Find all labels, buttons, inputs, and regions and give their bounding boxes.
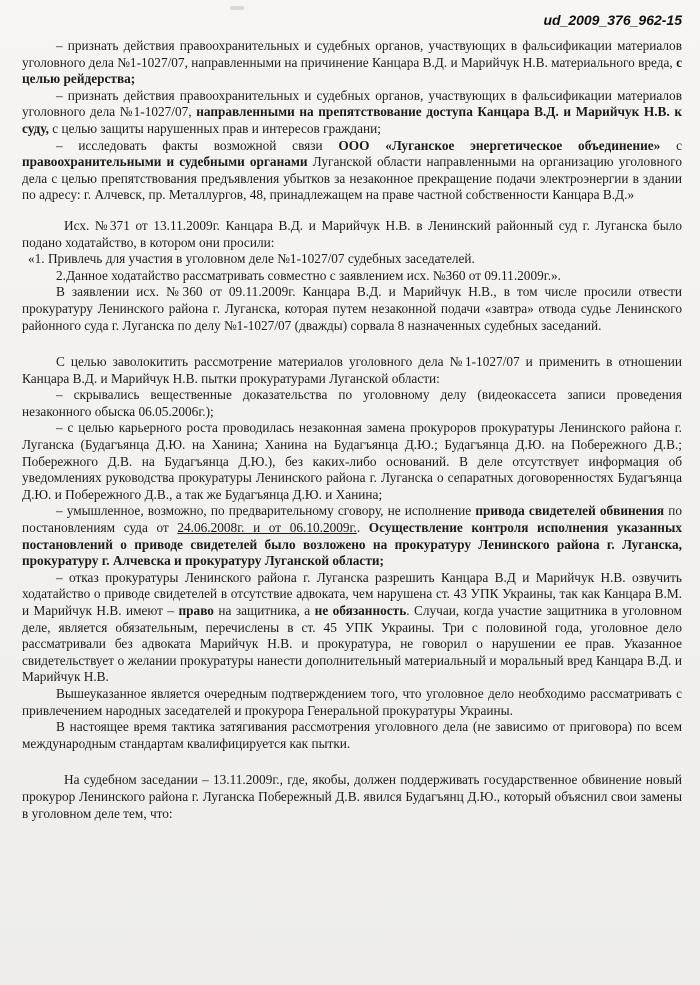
text: . [356,520,369,536]
paragraph: С целью заволокитить рассмотрение материалов уголовного дела №1-1027/07 и применить в отношении Канцара В.Д. и Марийчук Н.В. пытки прокуратурами Луганской области: [22,354,682,386]
text: на защитника, а [213,603,315,618]
paragraph: В заявлении исх. №360 от 09.11.2009г. Канцара В.Д. и Марийчук Н.В., в том числе просили отвести прокуратуру Ленинского района г. Луганска, которая путем незаконной подачи «завтра» отвода судье Ленинского районного суда г. Луганска по делу №1-1027/07 (дважды) сорвала 8 назначенных судебных заседаний. [22,284,682,333]
scan-artifact [230,6,244,10]
text: – отказ прокуратуры Ленинского района г. Луганска разрешить Канцара В.Д и Марийчук Н.В. озвучить ходатайство о приводе свидетелей в отсутствие адвоката, чем нарушена ст. 43 УПК Украины, так как Канцара В.М. и Марийчук Н.В. имеют – [22,569,682,618]
text: с [660,137,682,153]
bold-text: право [178,603,214,618]
document-body [22,38,682,822]
underlined-text: 24.06.2008г. и от 06.10.2009г. [177,520,357,536]
paragraph [22,138,682,204]
paragraph [22,503,682,569]
text: по постановлениям суда от [22,503,682,536]
bold-text: с целью рейдерства; [22,54,682,87]
text: – признать действия правоохранительных и судебных органов, участвующих в фальсификации материалов уголовного дела №1-1027/07, [22,87,682,120]
text: с целью защиты нарушенных прав и интересов граждани; [48,120,381,136]
paragraph [22,88,682,138]
bold-text: направленными на препятствование доступа Канцара В.Д. и Марийчук Н.В. к суду, [22,104,682,136]
paragraph: В настоящее время тактика затягивания рассмотрения уголовного дела (не зависимо от приговора) по всем международным стандартам квалифицируется как пытки. [22,719,682,751]
paragraph: – с целью карьерного роста проводилась незаконная замена прокуроров прокуратуры Ленинского района г. Луганска (Будагъянца Д.Ю. на Ханина; Ханина на Будагъянца Д.Ю.; Будагъянца Д.Ю. на Побережного Д.В.; Побережного Д.В. на Будагъянца Д.Ю.), без каких-либо оснований. В деле отсутствует информация об уведомлениях руководства прокуратуры Ленинского района г. Луганска о сепаратных договоренностях Будагъянца Д.Ю. и Побережного Д.В., а так же Будагъянца Д.Ю. и Ханина; [22,420,682,502]
bold-text: ООО «Луганское энергетическое объединение» [338,137,661,153]
paragraph: Вышеуказанное является очередным подтверждением того, что уголовное дело необходимо рассматривать с привлечением народных заседателей и прокурора Генеральной прокуратуры Украины. [22,685,682,718]
document-id: ud_2009_376_962-15 [543,12,682,28]
text: – исследовать факты возможной связи [56,137,339,153]
text: – признать действия правоохранительных и судебных органов, участвующих в фальсификации материалов уголовного дела №1-1027/07, направленными на причинение Канцара В.Д. и Марийчук Н.В. материального вреда, [22,38,682,70]
paragraph: Исх. №371 от 13.11.2009г. Канцара В.Д. и Марийчук Н.В. в Ленинский районный суд г. Луганска было подано ходатайство, в котором они просили: [22,217,682,250]
paragraph [22,570,682,686]
paragraph: «1. Привлечь для участия в уголовном деле №1-1027/07 судебных заседателей. [28,251,475,267]
paragraph: 2.Данное ходатайство рассматривать совместно с заявлением исх. №360 от 09.11.2009г.». [56,267,561,283]
paragraph: – скрывались вещественные доказательства по уголовному делу (видеокассета записи проведения незаконного обыска 06.05.2006г.); [22,387,682,419]
paragraph [22,38,682,88]
bold-text: правоохранительными и судебными органами [22,154,308,170]
paragraph: На судебном заседании – 13.11.2009г., где, якобы, должен поддерживать государственное обвинение новый прокурор Ленинского района г. Луганска Побережный Д.В. явился Будагъянц Д.Ю., который объяснил свои замены в уголовном деле тем, что: [22,772,682,821]
text: – умышленное, возможно, по предварительному сговору, не исполнение [56,503,476,519]
bold-text: Осуществление контроля исполнения указанных постановлений о приводе свидетелей было возложено на прокуратуру Ленинского района г. Луганска, прокуратуру г. Алчевска и прокуратуру Луганской области; [22,520,682,569]
bold-text: привода свидетелей обвинения [475,503,665,519]
text: . Случаи, когда участие защитника в уголовном деле, является обязательным, перечислены в ст. 45 УПК Украины. Три с половиной года, уголовное дело рассматривали без адвоката Марийчук Н.В. и прокуратура, не говорил о нарушении ее прав. Указанное свидетельствует о желании прокуратуры нанести дополнительный материальный и моральный вред Канцара В.Д. и Марийчук Н.В. [22,603,682,685]
bold-text: не обязанность [314,603,407,618]
text: Луганской области направленными на организацию уголовного дела с целью препятствования предъявления убытков за незаконное прекращение подачи электроэнергии в здании по адресу: г. Алчевск, пр. Металлургов, 48, принадлежащем на праве частной собственности Канцара В.Д.» [22,154,683,203]
